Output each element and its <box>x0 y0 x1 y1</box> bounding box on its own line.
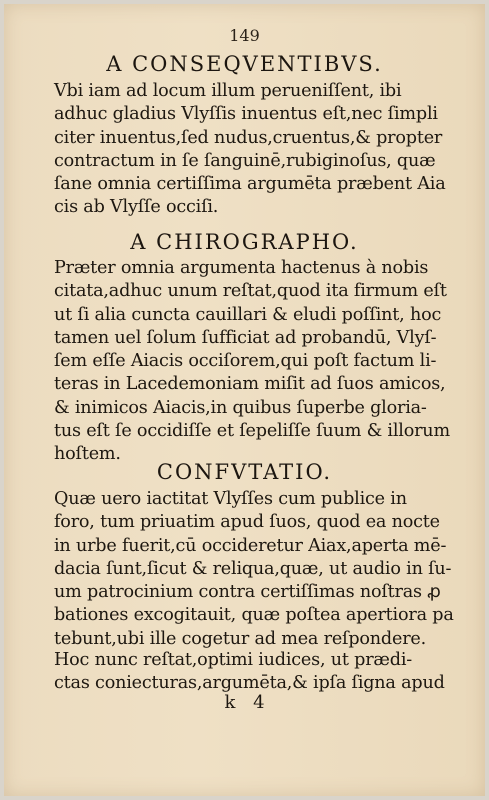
heading-a-chirographo: A CHIROGRAPHO. <box>130 230 359 254</box>
text-line: ctas coniecturas,argumēta,& ipſa ſigna apud <box>54 673 445 694</box>
signature-mark <box>4 692 485 713</box>
page-number: 149 <box>229 26 260 45</box>
text-line: citata,adhuc unum reſtat,quod ita firmum eſt <box>54 281 447 302</box>
text-line: & inimicos Aiacis,in quibus ſuperbe gloria- <box>54 397 427 418</box>
text-line: tus eſt ſe occidiſſe et ſepeliſſe ſuum & illorum <box>54 421 450 442</box>
text-line: ut ſi alia cuncta cauillari & eludi poſſint, hoc <box>54 304 442 325</box>
text-line: ſane omnia certiſſima argumēta præbent Aia <box>54 174 446 195</box>
text-line: foro, tum priuatim apud ſuos, quod ea nocte <box>54 512 440 533</box>
text-line: bationes excogitauit, quæ poſtea apertiora pa <box>54 605 454 626</box>
heading-a-consequentibus: A CONSEQVENTIBVS. <box>106 52 383 76</box>
text-line: citer inuentus,ſed nudus,cruentus,& propter <box>54 127 443 148</box>
paragraph-consequentibus <box>54 80 454 220</box>
text-line: cis ab Vlyſſe occiſi. <box>54 197 219 218</box>
text-line: in urbe fuerit,cū occideretur Aiax,aperta mē- <box>54 535 447 556</box>
text-line: ſem eſſe Aiacis occiſorem,qui poſt factum li- <box>54 351 437 372</box>
text-line: adhuc gladius Vlyſſis inuentus eſt,nec ſimpli <box>54 104 438 125</box>
text-line: Quæ uero iactitat Vlyſſes cum publice in <box>54 489 407 509</box>
text-line: Hoc nunc reſtat,optimi iudices, ut prædi- <box>54 650 412 670</box>
text-line: teras in Lacedemoniam miſit ad ſuos amicos, <box>54 374 446 395</box>
paragraph-chirographo <box>54 257 454 467</box>
book-page <box>4 4 485 796</box>
text-line: tebunt,ubi ille cogetur ad mea reſpondere. <box>54 628 427 649</box>
heading-confutatio: CONFVTATIO. <box>156 460 333 484</box>
text-line: um patrocinium contra certiſſimas noſtras ꝓ <box>54 582 441 603</box>
text-line: tamen uel ſolum ſufficiat ad probandū, Vlyſ- <box>54 327 437 348</box>
text-line: Vbi iam ad locum illum perueniſſent, ibi <box>54 81 402 101</box>
text-line: contractum in ſe ſanguinē,rubiginoſus, quæ <box>54 150 436 171</box>
signature-number: 4 <box>253 692 265 713</box>
text-line: Præter omnia argumenta hactenus à nobis <box>54 258 429 278</box>
paragraph-confutatio <box>54 488 454 651</box>
paragraph-hoc-nunc <box>54 649 454 696</box>
text-line: dacia ſunt,ſicut & reliqua,quæ, ut audio in ſu- <box>54 558 452 579</box>
signature-letter: k <box>224 692 236 713</box>
text-line: hoſtem. <box>54 444 121 465</box>
